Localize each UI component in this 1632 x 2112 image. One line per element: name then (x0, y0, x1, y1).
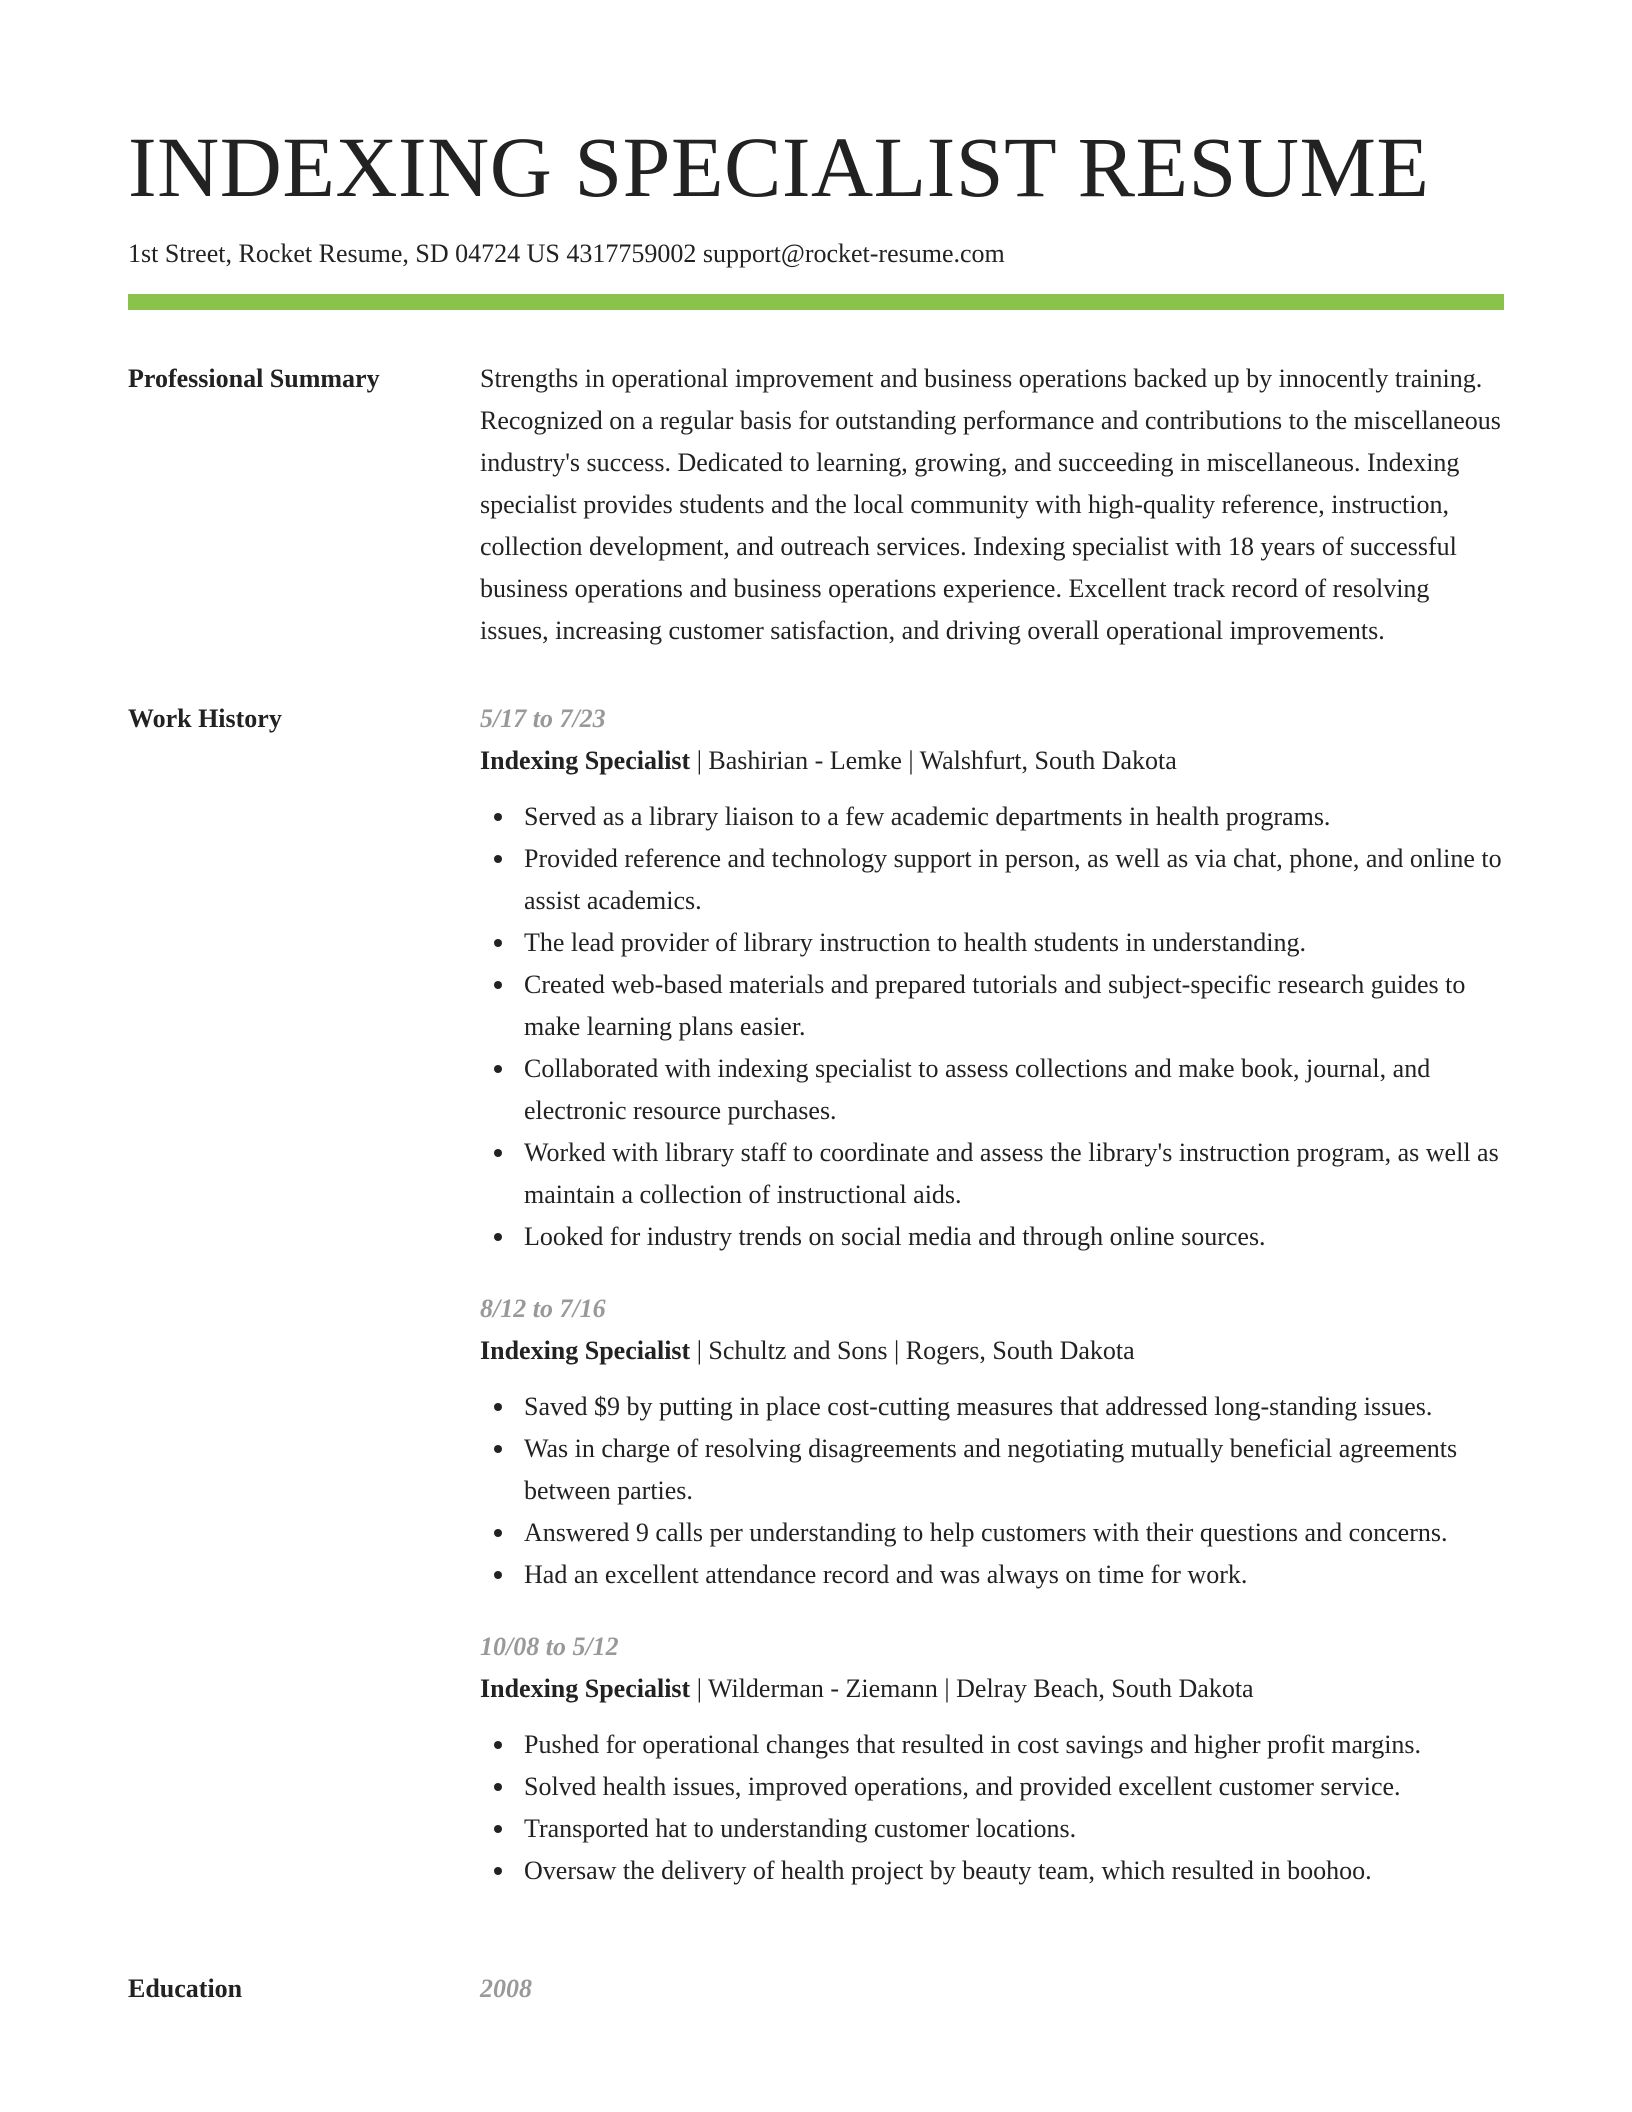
job-bullet: Collaborated with indexing specialist to assess collections and make book, journal, and electronic resource purchases. (480, 1048, 1504, 1132)
job-bullet: Answered 9 calls per understanding to help customers with their questions and concerns. (480, 1512, 1504, 1554)
job-title: Indexing Specialist (480, 1336, 691, 1366)
job-entry (480, 1288, 1504, 1596)
job-bullet: Created web-based materials and prepared tutorials and subject-specific research guides to make learning plans easier. (480, 964, 1504, 1048)
job-bullet: Saved $9 by putting in place cost-cutting measures that addressed long-standing issues. (480, 1386, 1504, 1428)
job-entry (480, 1626, 1504, 1892)
header-divider (128, 294, 1504, 310)
summary-text: Strengths in operational improvement and business operations backed up by innocently training. Recognized on a regular basis for outstanding performance and contributions to the miscellaneous industry's success. Dedicated to learning, growing, and succeeding in miscellaneous. Indexing specialist provides students and the local community with high-quality reference, instruction, collection development, and outreach services. Indexing specialist with 18 years of successful business operations and business operations experience. Excellent track record of resolving issues, increasing customer satisfaction, and driving overall operational improvements. (480, 364, 1501, 646)
job-bullet: Oversaw the delivery of health project by beauty team, which resulted in boohoo. (480, 1850, 1504, 1892)
job-bullet: Had an excellent attendance record and was always on time for work. (480, 1554, 1504, 1596)
job-heading (480, 1330, 1504, 1372)
job-company-location: | Wilderman - Ziemann | Delray Beach, South Dakota (690, 1674, 1254, 1704)
job-bullet: Pushed for operational changes that resulted in cost savings and higher profit margins. (480, 1724, 1504, 1766)
job-entry (480, 698, 1504, 1258)
section-label-education: Education (128, 1974, 243, 2004)
job-title: Indexing Specialist (480, 1674, 691, 1704)
job-bullet: Provided reference and technology support in person, as well as via chat, phone, and online to assist academics. (480, 838, 1504, 922)
job-bullet: Was in charge of resolving disagreements and negotiating mutually beneficial agreements between parties. (480, 1428, 1504, 1512)
education-section (128, 1968, 1504, 2010)
job-heading (480, 740, 1504, 782)
job-dates: 10/08 to 5/12 (480, 1632, 619, 1662)
job-bullets (480, 1724, 1504, 1892)
section-label-work-history: Work History (128, 704, 282, 734)
job-bullets (480, 1386, 1504, 1596)
education-dates: 2008 (480, 1974, 532, 2004)
work-history-list (480, 698, 1504, 1922)
job-dates: 8/12 to 7/16 (480, 1294, 606, 1324)
job-bullet: Looked for industry trends on social media and through online sources. (480, 1216, 1504, 1258)
resume-title: INDEXING SPECIALIST RESUME (128, 119, 1430, 215)
job-bullet: The lead provider of library instruction to health students in understanding. (480, 922, 1504, 964)
job-heading (480, 1668, 1504, 1710)
job-company-location: | Schultz and Sons | Rogers, South Dakota (690, 1336, 1135, 1366)
job-company-location: | Bashirian - Lemke | Walshfurt, South Dakota (690, 746, 1177, 776)
section-label-summary: Professional Summary (128, 364, 380, 394)
job-title: Indexing Specialist (480, 746, 691, 776)
job-dates: 5/17 to 7/23 (480, 704, 606, 734)
job-bullet: Solved health issues, improved operations, and provided excellent customer service. (480, 1766, 1504, 1808)
job-bullets (480, 796, 1504, 1258)
job-bullet: Served as a library liaison to a few academic departments in health programs. (480, 796, 1504, 838)
summary-section (128, 358, 1504, 652)
contact-line: 1st Street, Rocket Resume, SD 04724 US 4317759002 support@rocket-resume.com (128, 238, 1005, 268)
education-list (480, 1968, 1504, 2010)
work-history-section (128, 698, 1504, 1922)
job-bullet: Worked with library staff to coordinate and assess the library's instruction program, as well as maintain a collection of instructional aids. (480, 1132, 1504, 1216)
job-bullet: Transported hat to understanding customer locations. (480, 1808, 1504, 1850)
